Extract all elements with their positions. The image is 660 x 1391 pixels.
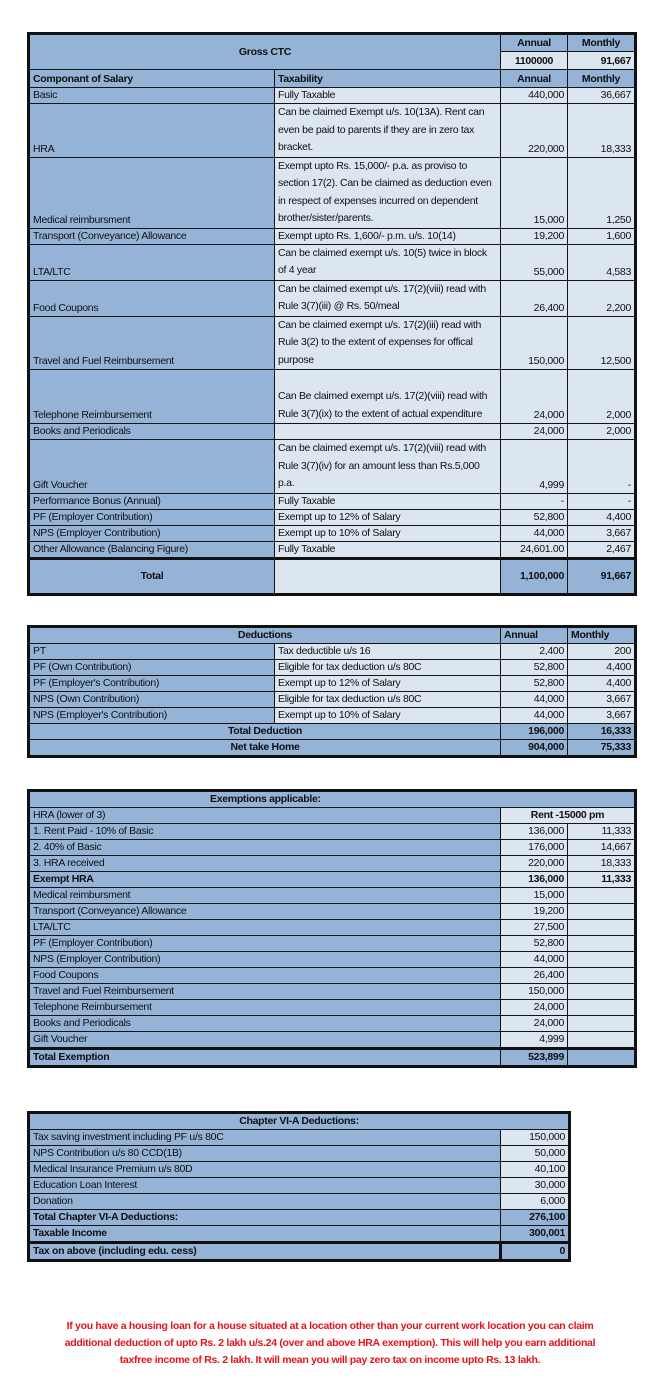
annual-header: Annual bbox=[501, 627, 568, 644]
monthly-cell: 3,667 bbox=[568, 708, 636, 724]
monthly-cell: 1,250 bbox=[568, 157, 636, 228]
total-via-row bbox=[29, 1210, 570, 1226]
annual-cell: 44,000 bbox=[501, 692, 568, 708]
exemptions-title: Exemptions applicable: bbox=[29, 791, 636, 808]
annual-cell: 55,000 bbox=[501, 244, 568, 280]
deduction-note: Exempt up to 10% of Salary bbox=[275, 708, 501, 724]
exemption-label: Medical reimbursment bbox=[29, 888, 501, 904]
deduction-item: NPS (Employer's Contribution) bbox=[29, 708, 275, 724]
exemption-label: Travel and Fuel Reimbursement bbox=[29, 984, 501, 1000]
table-row bbox=[29, 936, 636, 952]
monthly-cell: 2,000 bbox=[568, 424, 636, 440]
component-cell: Other Allowance (Balancing Figure) bbox=[29, 541, 275, 558]
table-row bbox=[29, 1130, 570, 1146]
deductions-table bbox=[27, 625, 637, 758]
table-row bbox=[29, 104, 636, 158]
total-blank bbox=[275, 558, 501, 594]
taxability-cell: Exempt upto Rs. 1,600/- p.m. u/s. 10(14) bbox=[275, 228, 501, 244]
housing-loan-note bbox=[20, 1318, 640, 1369]
annual-cell: 220,000 bbox=[501, 856, 568, 872]
table-row bbox=[29, 541, 636, 558]
component-cell: Telephone Reimbursement bbox=[29, 370, 275, 424]
exemption-label: Food Coupons bbox=[29, 968, 501, 984]
table-row bbox=[29, 244, 636, 280]
exemption-label: PF (Employer Contribution) bbox=[29, 936, 501, 952]
component-cell: Performance Bonus (Annual) bbox=[29, 493, 275, 509]
exempt-hra-annual: 136,000 bbox=[501, 872, 568, 888]
deduction-label: NPS Contribution u/s 80 CCD(1B) bbox=[29, 1146, 501, 1162]
table-row bbox=[29, 952, 636, 968]
taxable-income-label: Taxable Income bbox=[29, 1226, 501, 1243]
annual-cell: 24,601.00 bbox=[501, 541, 568, 558]
exemption-label: Transport (Conveyance) Allowance bbox=[29, 904, 501, 920]
component-cell: Travel and Fuel Reimbursement bbox=[29, 316, 275, 370]
blank-cell bbox=[568, 920, 636, 936]
monthly-header: Monthly bbox=[568, 34, 636, 52]
annual-cell: 15,000 bbox=[501, 888, 568, 904]
hra-option-label: 1. Rent Paid - 10% of Basic bbox=[29, 824, 501, 840]
exempt-hra-row bbox=[29, 872, 636, 888]
monthly-col-header: Monthly bbox=[568, 70, 636, 88]
table-row bbox=[29, 1032, 636, 1049]
annual-cell: 15,000 bbox=[501, 157, 568, 228]
monthly-cell: 3,667 bbox=[568, 525, 636, 541]
component-cell: Gift Voucher bbox=[29, 440, 275, 494]
component-cell: HRA bbox=[29, 104, 275, 158]
chapter-via-table bbox=[27, 1111, 571, 1262]
component-cell: Basic bbox=[29, 88, 275, 104]
deduction-value: 6,000 bbox=[501, 1194, 570, 1210]
deduction-item: PT bbox=[29, 644, 275, 660]
table-row bbox=[29, 888, 636, 904]
hra-option-label: 3. HRA received bbox=[29, 856, 501, 872]
annual-col-header: Annual bbox=[501, 70, 568, 88]
component-cell: LTA/LTC bbox=[29, 244, 275, 280]
annual-cell: 150,000 bbox=[501, 316, 568, 370]
deduction-note: Tax deductible u/s 16 bbox=[275, 644, 501, 660]
taxability-cell: Can be claimed exempt u/s. 17(2)(viii) read with Rule 3(7)(iii) @ Rs. 50/meal bbox=[275, 280, 501, 316]
deduction-item: PF (Own Contribution) bbox=[29, 660, 275, 676]
monthly-cell: - bbox=[568, 493, 636, 509]
deduction-label: Medical Insurance Premium u/s 80D bbox=[29, 1162, 501, 1178]
component-header: Componant of Salary bbox=[29, 70, 275, 88]
annual-cell: 52,800 bbox=[501, 509, 568, 525]
annual-cell: 4,999 bbox=[501, 440, 568, 494]
gross-ctc-table bbox=[27, 32, 637, 596]
table-row bbox=[29, 644, 636, 660]
table-row bbox=[29, 316, 636, 370]
tax-row bbox=[29, 1243, 570, 1261]
table-row bbox=[29, 370, 636, 424]
monthly-header: Monthly bbox=[568, 627, 636, 644]
taxability-cell: Can be claimed exempt u/s. 17(2)(iii) read with Rule 3(2) to the extent of expenses for offical purpose bbox=[275, 316, 501, 370]
table-row bbox=[29, 440, 636, 494]
annual-cell: 24,000 bbox=[501, 1016, 568, 1032]
annual-cell: 44,000 bbox=[501, 708, 568, 724]
exemption-label: Gift Voucher bbox=[29, 1032, 501, 1049]
gross-ctc-title: Gross CTC bbox=[29, 34, 501, 70]
table-row bbox=[29, 676, 636, 692]
exemption-label: Telephone Reimbursement bbox=[29, 1000, 501, 1016]
tax-label: Tax on above (including edu. cess) bbox=[29, 1243, 501, 1261]
component-cell: Food Coupons bbox=[29, 280, 275, 316]
table-row bbox=[29, 1016, 636, 1032]
monthly-cell: 11,333 bbox=[568, 824, 636, 840]
monthly-cell: - bbox=[568, 440, 636, 494]
net-take-home-annual: 904,000 bbox=[501, 740, 568, 757]
annual-cell: 24,000 bbox=[501, 424, 568, 440]
annual-cell: 26,400 bbox=[501, 968, 568, 984]
annual-cell: 2,400 bbox=[501, 644, 568, 660]
table-row bbox=[29, 708, 636, 724]
annual-cell: 52,800 bbox=[501, 936, 568, 952]
monthly-cell: 4,400 bbox=[568, 660, 636, 676]
exemptions-table bbox=[27, 789, 637, 1068]
monthly-cell: 18,333 bbox=[568, 104, 636, 158]
taxability-cell: Fully Taxable bbox=[275, 541, 501, 558]
annual-cell: 27,500 bbox=[501, 920, 568, 936]
net-take-home-label: Net take Home bbox=[29, 740, 501, 757]
blank-cell bbox=[568, 984, 636, 1000]
total-exemption-label: Total Exemption bbox=[29, 1049, 501, 1067]
table-row bbox=[29, 856, 636, 872]
table-row bbox=[29, 280, 636, 316]
table-row bbox=[29, 1146, 570, 1162]
annual-cell: 4,999 bbox=[501, 1032, 568, 1049]
table-row bbox=[29, 88, 636, 104]
note-line-2: additional deduction of upto Rs. 2 lakh u/s.24 (over and above HRA exemption). This will help you earn additional bbox=[64, 1337, 596, 1349]
annual-cell: 24,000 bbox=[501, 370, 568, 424]
deduction-item: PF (Employer's Contribution) bbox=[29, 676, 275, 692]
annual-cell: 24,000 bbox=[501, 1000, 568, 1016]
total-via-value: 276,100 bbox=[501, 1210, 570, 1226]
taxability-cell bbox=[275, 424, 501, 440]
deduction-note: Eligible for tax deduction u/s 80C bbox=[275, 660, 501, 676]
table-row bbox=[29, 424, 636, 440]
monthly-cell: 2,200 bbox=[568, 280, 636, 316]
table-row bbox=[29, 525, 636, 541]
annual-cell: 136,000 bbox=[501, 824, 568, 840]
note-line-3: taxfree income of Rs. 2 lakh. It will mean you will pay zero tax on income upto Rs. 13 lakh. bbox=[119, 1354, 541, 1366]
annual-cell: 19,200 bbox=[501, 904, 568, 920]
total-deduction-label: Total Deduction bbox=[29, 724, 501, 740]
total-deduction-monthly: 16,333 bbox=[568, 724, 636, 740]
table-row bbox=[29, 1194, 570, 1210]
annual-cell: 220,000 bbox=[501, 104, 568, 158]
total-deduction-row bbox=[29, 724, 636, 740]
blank-cell bbox=[568, 1032, 636, 1049]
taxable-income-row bbox=[29, 1226, 570, 1243]
blank-cell bbox=[568, 936, 636, 952]
total-deduction-annual: 196,000 bbox=[501, 724, 568, 740]
taxability-cell: Can be claimed Exempt u/s. 10(13A). Rent can even be paid to parents if they are in zero tax bracket. bbox=[275, 104, 501, 158]
deduction-label: Education Loan Interest bbox=[29, 1178, 501, 1194]
monthly-cell: 2,000 bbox=[568, 370, 636, 424]
net-take-home-row bbox=[29, 740, 636, 757]
gross-monthly-value: 91,667 bbox=[568, 52, 636, 70]
blank-cell bbox=[568, 904, 636, 920]
hra-lower-of-3-label: HRA (lower of 3) bbox=[29, 808, 501, 824]
monthly-cell: 200 bbox=[568, 644, 636, 660]
monthly-cell: 36,667 bbox=[568, 88, 636, 104]
deduction-value: 30,000 bbox=[501, 1178, 570, 1194]
monthly-cell: 1,600 bbox=[568, 228, 636, 244]
deduction-note: Eligible for tax deduction u/s 80C bbox=[275, 692, 501, 708]
blank-cell bbox=[568, 952, 636, 968]
component-cell: PF (Employer Contribution) bbox=[29, 509, 275, 525]
table-row bbox=[29, 1000, 636, 1016]
blank-cell bbox=[568, 968, 636, 984]
deductions-title: Deductions bbox=[29, 627, 501, 644]
table-row bbox=[29, 824, 636, 840]
monthly-cell: 18,333 bbox=[568, 856, 636, 872]
annual-cell: 26,400 bbox=[501, 280, 568, 316]
taxability-cell: Exempt upto Rs. 15,000/- p.a. as proviso to section 17(2). Can be claimed as deduction even in respect of expenses incurred on dependent brother/sister/parents. bbox=[275, 157, 501, 228]
table-row bbox=[29, 509, 636, 525]
table-row bbox=[29, 904, 636, 920]
taxability-cell: Can be claimed exempt u/s. 10(5) twice in block of 4 year bbox=[275, 244, 501, 280]
taxability-header: Taxability bbox=[275, 70, 501, 88]
exemption-label: LTA/LTC bbox=[29, 920, 501, 936]
annual-header: Annual bbox=[501, 34, 568, 52]
monthly-cell: 4,400 bbox=[568, 676, 636, 692]
annual-cell: 52,800 bbox=[501, 676, 568, 692]
table-row bbox=[29, 692, 636, 708]
table-row bbox=[29, 493, 636, 509]
deduction-label: Donation bbox=[29, 1194, 501, 1210]
component-cell: NPS (Employer Contribution) bbox=[29, 525, 275, 541]
table-row bbox=[29, 1162, 570, 1178]
monthly-cell: 14,667 bbox=[568, 840, 636, 856]
table-row bbox=[29, 920, 636, 936]
exempt-hra-monthly: 11,333 bbox=[568, 872, 636, 888]
total-exemption-row bbox=[29, 1049, 636, 1067]
component-cell: Transport (Conveyance) Allowance bbox=[29, 228, 275, 244]
total-monthly: 91,667 bbox=[568, 558, 636, 594]
net-take-home-monthly: 75,333 bbox=[568, 740, 636, 757]
gross-annual-value[interactable]: 1100000 bbox=[501, 52, 568, 70]
deduction-value: 40,100 bbox=[501, 1162, 570, 1178]
total-annual: 1,100,000 bbox=[501, 558, 568, 594]
blank-cell bbox=[568, 1000, 636, 1016]
annual-cell: - bbox=[501, 493, 568, 509]
table-row bbox=[29, 968, 636, 984]
hra-option-label: 2. 40% of Basic bbox=[29, 840, 501, 856]
annual-cell: 176,000 bbox=[501, 840, 568, 856]
component-cell: Medical reimbursment bbox=[29, 157, 275, 228]
total-label: Total bbox=[29, 558, 275, 594]
taxability-cell: Exempt up to 12% of Salary bbox=[275, 509, 501, 525]
taxability-cell: Fully Taxable bbox=[275, 493, 501, 509]
taxability-cell: Can Be claimed exempt u/s. 17(2)(viii) read with Rule 3(7)(ix) to the extent of actual expenditure bbox=[275, 370, 501, 424]
total-row bbox=[29, 558, 636, 594]
annual-cell: 440,000 bbox=[501, 88, 568, 104]
rent-label: Rent -15000 pm bbox=[501, 808, 636, 824]
deduction-value: 50,000 bbox=[501, 1146, 570, 1162]
exempt-hra-label: Exempt HRA bbox=[29, 872, 501, 888]
annual-cell: 150,000 bbox=[501, 984, 568, 1000]
chapter-via-title: Chapter VI-A Deductions: bbox=[29, 1113, 570, 1130]
exemption-label: Books and Periodicals bbox=[29, 1016, 501, 1032]
taxability-cell: Fully Taxable bbox=[275, 88, 501, 104]
table-row bbox=[29, 660, 636, 676]
taxable-income-value: 300,001 bbox=[501, 1226, 570, 1243]
table-row bbox=[29, 840, 636, 856]
component-cell: Books and Periodicals bbox=[29, 424, 275, 440]
monthly-cell: 3,667 bbox=[568, 692, 636, 708]
blank-cell bbox=[568, 888, 636, 904]
blank-cell bbox=[568, 1049, 636, 1067]
exemption-label: NPS (Employer Contribution) bbox=[29, 952, 501, 968]
monthly-cell: 4,583 bbox=[568, 244, 636, 280]
monthly-cell: 2,467 bbox=[568, 541, 636, 558]
table-row bbox=[29, 228, 636, 244]
note-line-1: If you have a housing loan for a house situated at a location other than your current work location you can claim bbox=[66, 1320, 594, 1332]
annual-cell: 19,200 bbox=[501, 228, 568, 244]
table-row bbox=[29, 157, 636, 228]
deduction-note: Exempt up to 12% of Salary bbox=[275, 676, 501, 692]
table-row bbox=[29, 984, 636, 1000]
deduction-label: Tax saving investment including PF u/s 80C bbox=[29, 1130, 501, 1146]
table-row bbox=[29, 1178, 570, 1194]
annual-cell: 44,000 bbox=[501, 952, 568, 968]
monthly-cell: 12,500 bbox=[568, 316, 636, 370]
taxability-cell: Can be claimed exempt u/s. 17(2)(viii) read with Rule 3(7)(iv) for an amount less than Rs.5,000 p.a. bbox=[275, 440, 501, 494]
monthly-cell: 4,400 bbox=[568, 509, 636, 525]
taxability-cell: Exempt up to 10% of Salary bbox=[275, 525, 501, 541]
deduction-value: 150,000 bbox=[501, 1130, 570, 1146]
annual-cell: 52,800 bbox=[501, 660, 568, 676]
annual-cell: 44,000 bbox=[501, 525, 568, 541]
tax-value: 0 bbox=[501, 1243, 570, 1261]
total-exemption-value: 523,899 bbox=[501, 1049, 568, 1067]
deduction-item: NPS (Own Contribution) bbox=[29, 692, 275, 708]
blank-cell bbox=[568, 1016, 636, 1032]
total-via-label: Total Chapter VI-A Deductions: bbox=[29, 1210, 501, 1226]
